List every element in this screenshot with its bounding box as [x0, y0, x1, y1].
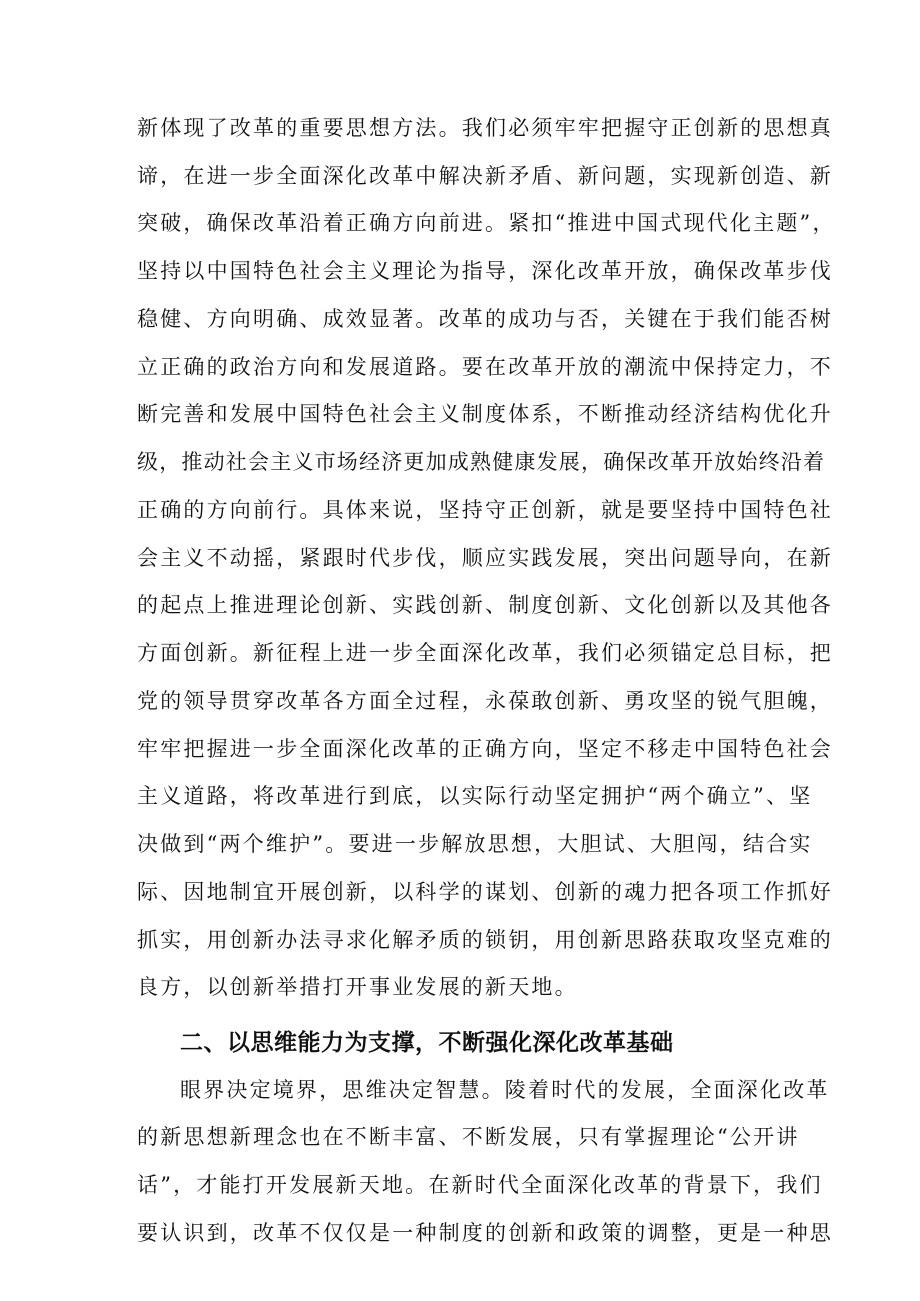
- paragraph-1-line-10: 会主义不动摇，紧跟时代步伐，顺应实践发展，突出问题导向，在新: [137, 546, 833, 570]
- paragraph-1-line-5: 稳健、方向明确、成效显著。改革的成功与否，关键在于我们能否树: [137, 307, 833, 331]
- paragraph-1-line-9: 正确的方向前行。具体来说，坚持守正创新，就是要坚持中国特色社: [137, 498, 833, 522]
- paragraph-1-line-13: 党的领导贯穿改革各方面全过程，永葆敢创新、勇攻坚的锐气胆魄，: [137, 689, 833, 713]
- paragraph-1-line-18: 抓实，用创新办法寻求化解矛质的锁钥，用创新思路获取攻坚克难的: [137, 928, 833, 952]
- paragraph-2-line-1: 眼界决定境界，思维决定智慧。陵着时代的发展，全面深化改革: [180, 1078, 830, 1102]
- paragraph-2-line-4: 要认识到，改革不仅仅是一种制度的创新和政策的调整，更是一种思: [137, 1221, 833, 1245]
- paragraph-1-line-8: 级，推动社会主义市场经济更加成熟健康发展，确保改革开放始终沿着: [137, 450, 826, 474]
- paragraph-1-line-19: 良方，以创新举措打开事业发展的新天地。: [137, 975, 578, 999]
- paragraph-1-line-7: 断完善和发展中国特色社会主义制度体系，不断推动经济结构优化升: [137, 402, 833, 426]
- paragraph-2-line-3: 话”，才能打开发展新天地。在新时代全面深化改革的背景下，我们: [137, 1173, 823, 1197]
- section-heading: 二、以思维能力为支撑，不断强化深化改革基础: [180, 1030, 674, 1056]
- paragraph-1-line-2: 谛，在进一步全面深化改革中解决新矛盾、新问题，实现新创造、新: [137, 164, 833, 188]
- paragraph-1-line-14: 牢牢把握进一步全面深化改革的正确方向，坚定不移走中国特色社会: [137, 737, 833, 761]
- paragraph-1-line-15: 主义道路，将改革进行到底，以实际行动坚定拥护“两个确立”、坚: [137, 784, 813, 808]
- paragraph-1-line-4: 坚持以中国特色社会主义理论为指导，深化改革开放，确保改革步伐: [137, 259, 833, 283]
- paragraph-1-line-3: 突破，确保改革沿着正确方向前进。紧扣“推进中国式现代化主题”，: [137, 211, 836, 235]
- paragraph-2-line-2: 的新思想新理念也在不断丰富、不断发展，只有掌握理论“公开讲: [137, 1125, 800, 1149]
- paragraph-1-line-1: 新体现了改革的重要思想方法。我们必须牢牢把握守正创新的思想真: [137, 116, 833, 140]
- paragraph-1-line-16: 决做到“两个维护”。要进一步解放思想，大胆试、大胆闯，结合实: [137, 832, 813, 856]
- paragraph-1-line-12: 方面创新。新征程上进一步全面深化改革，我们必须锚定总目标，把: [137, 641, 833, 665]
- paragraph-1-line-17: 际、因地制宜开展创新，以科学的谋划、创新的魂力把各项工作抓好: [137, 880, 833, 904]
- paragraph-1-line-6: 立正确的政治方向和发展道路。要在改革开放的潮流中保持定力，不: [137, 355, 833, 379]
- paragraph-1-line-11: 的起点上推进理论创新、实践创新、制度创新、文化创新以及其他各: [137, 593, 833, 617]
